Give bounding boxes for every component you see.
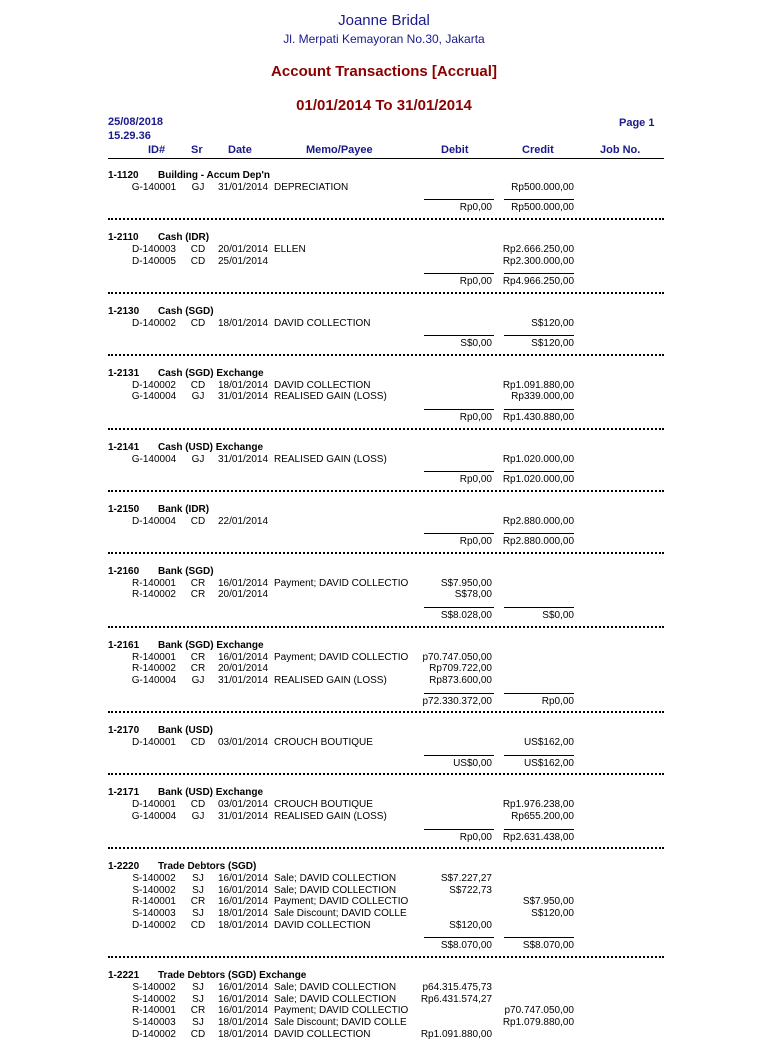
transaction-id: R-140001 bbox=[132, 651, 176, 663]
debit-total-rule bbox=[424, 755, 494, 756]
transaction-memo: REALISED GAIN (LOSS) bbox=[274, 391, 387, 403]
column-header-debit: Debit bbox=[441, 144, 469, 156]
debit-total: Rp0,00 bbox=[459, 412, 492, 424]
debit-total-rule bbox=[424, 409, 494, 410]
transaction-date: 16/01/2014 bbox=[218, 872, 269, 884]
transaction-source: SJ bbox=[192, 1016, 204, 1028]
credit-total-rule bbox=[504, 533, 574, 534]
transaction-credit: Rp2.666.250,00 bbox=[502, 243, 574, 255]
section-separator bbox=[108, 292, 664, 294]
transaction-memo: DEPRECIATION bbox=[274, 181, 349, 193]
section-separator bbox=[108, 956, 664, 958]
transaction-memo: Payment; DAVID COLLECTIO bbox=[274, 1005, 409, 1017]
transaction-date: 25/01/2014 bbox=[218, 255, 269, 267]
section-separator bbox=[108, 428, 664, 430]
transaction-date: 16/01/2014 bbox=[218, 884, 269, 896]
account-name: Bank (USD) bbox=[158, 725, 214, 737]
credit-total-rule bbox=[504, 335, 574, 336]
section-separator bbox=[108, 218, 664, 220]
transaction-source: CR bbox=[190, 896, 206, 908]
credit-total: Rp500.000,00 bbox=[511, 202, 574, 214]
credit-total: S$120,00 bbox=[531, 338, 574, 350]
column-header-sr: Sr bbox=[191, 144, 203, 156]
transaction-date: 18/01/2014 bbox=[218, 908, 269, 919]
transaction-credit: Rp2.880.000,00 bbox=[502, 515, 574, 527]
section-separator bbox=[108, 490, 664, 492]
transaction-source: CD bbox=[190, 243, 206, 255]
credit-total-rule bbox=[504, 693, 574, 694]
transaction-debit: p64.315.475,73 bbox=[422, 981, 492, 993]
transaction-debit: S$7.950,00 bbox=[440, 577, 492, 589]
transaction-credit: Rp339.000,00 bbox=[511, 391, 574, 403]
transaction-source: GJ bbox=[191, 810, 205, 822]
transaction-credit: Rp655.200,00 bbox=[511, 810, 574, 822]
transaction-source: GJ bbox=[191, 674, 205, 686]
report-title: Account Transactions [Accrual] bbox=[271, 63, 497, 80]
transaction-date: 16/01/2014 bbox=[218, 577, 269, 589]
transaction-id: G-140004 bbox=[131, 453, 177, 465]
credit-total: Rp1.020.000,00 bbox=[502, 474, 574, 486]
debit-total-rule bbox=[424, 533, 494, 534]
transaction-memo: CROUCH BOUTIQUE bbox=[274, 799, 373, 811]
transaction-id: G-140004 bbox=[131, 674, 177, 686]
transaction-id: D-140002 bbox=[132, 919, 176, 931]
transaction-memo: DAVID COLLECTION bbox=[274, 379, 371, 391]
print-time: 15.29.36 bbox=[108, 130, 151, 142]
debit-total: Rp0,00 bbox=[459, 474, 492, 486]
account-name: Cash (USD) Exchange bbox=[158, 441, 264, 453]
transaction-date: 20/01/2014 bbox=[218, 589, 269, 601]
debit-total-rule bbox=[424, 607, 494, 608]
transaction-credit: S$7.950,00 bbox=[522, 896, 574, 908]
transaction-id: D-140004 bbox=[132, 515, 176, 527]
credit-total-rule bbox=[504, 937, 574, 938]
transaction-id: R-140001 bbox=[132, 577, 176, 589]
transaction-credit: Rp1.091.880,00 bbox=[502, 379, 574, 391]
credit-total-rule bbox=[504, 755, 574, 756]
account-code: 1-2171 bbox=[108, 787, 140, 799]
transaction-source: CR bbox=[190, 577, 206, 589]
transaction-source: CR bbox=[190, 589, 206, 601]
transaction-debit: Rp1.091.880,00 bbox=[420, 1028, 492, 1040]
credit-total: Rp1.430.880,00 bbox=[502, 412, 574, 424]
credit-total-rule bbox=[504, 199, 574, 200]
transaction-source: CR bbox=[190, 663, 206, 675]
transaction-source: GJ bbox=[191, 391, 205, 403]
credit-total-rule bbox=[504, 273, 574, 274]
transaction-credit: p70.747.050,00 bbox=[504, 1005, 574, 1017]
credit-total: Rp2.631.438,00 bbox=[502, 831, 574, 843]
transaction-id: R-140002 bbox=[132, 589, 176, 601]
credit-total-rule bbox=[504, 471, 574, 472]
account-code: 1-2150 bbox=[108, 503, 140, 515]
account-code: 1-2170 bbox=[108, 725, 140, 737]
account-name: Bank (SGD) Exchange bbox=[158, 639, 264, 651]
transaction-source: SJ bbox=[192, 872, 204, 884]
transaction-source: SJ bbox=[192, 981, 204, 993]
transaction-source: SJ bbox=[192, 993, 204, 1005]
transaction-memo: Payment; DAVID COLLECTIO bbox=[274, 651, 409, 663]
credit-total-rule bbox=[504, 409, 574, 410]
transaction-id: D-140002 bbox=[132, 317, 176, 329]
transaction-debit: Rp873.600,00 bbox=[429, 674, 492, 686]
transaction-memo: REALISED GAIN (LOSS) bbox=[274, 453, 387, 465]
account-code: 1-2220 bbox=[108, 861, 140, 873]
transaction-source: CD bbox=[190, 919, 206, 931]
report-date-range: 01/01/2014 To 31/01/2014 bbox=[296, 97, 472, 114]
transaction-date: 16/01/2014 bbox=[218, 896, 269, 908]
transaction-debit: p70.747.050,00 bbox=[422, 651, 492, 663]
column-header-id: ID# bbox=[148, 144, 166, 156]
transaction-credit: Rp1.020.000,00 bbox=[502, 453, 574, 465]
credit-total: S$8.070,00 bbox=[522, 940, 574, 952]
section-separator bbox=[108, 354, 664, 356]
credit-total: Rp2.880.000,00 bbox=[502, 536, 574, 548]
debit-total-rule bbox=[424, 335, 494, 336]
transaction-id: G-140004 bbox=[131, 391, 177, 403]
transaction-date: 31/01/2014 bbox=[218, 810, 269, 822]
column-header-credit: Credit bbox=[522, 144, 554, 156]
section-separator bbox=[108, 552, 664, 554]
debit-total-rule bbox=[424, 829, 494, 830]
credit-total: Rp4.966.250,00 bbox=[502, 276, 574, 288]
account-name: Cash (SGD) bbox=[158, 305, 214, 317]
page-number: Page 1 bbox=[619, 117, 655, 129]
transaction-id: S-140002 bbox=[132, 993, 176, 1005]
transaction-date: 18/01/2014 bbox=[218, 317, 269, 329]
account-code: 1-2130 bbox=[108, 305, 140, 317]
transaction-credit: US$162,00 bbox=[523, 737, 574, 748]
transaction-date: 16/01/2014 bbox=[218, 993, 269, 1005]
transaction-memo: REALISED GAIN (LOSS) bbox=[274, 810, 387, 822]
transaction-memo: DAVID COLLECTION bbox=[274, 1028, 371, 1040]
transaction-date: 31/01/2014 bbox=[218, 181, 269, 193]
transaction-date: 31/01/2014 bbox=[218, 391, 269, 403]
account-code: 1-2110 bbox=[108, 232, 139, 244]
transaction-id: D-140002 bbox=[132, 379, 176, 391]
account-name: Building - Accum Dep'n bbox=[158, 170, 271, 181]
transaction-source: CD bbox=[190, 379, 206, 391]
debit-total: p72.330.372,00 bbox=[422, 695, 492, 707]
transaction-id: S-140002 bbox=[132, 884, 176, 896]
credit-total: S$0,00 bbox=[542, 610, 574, 622]
transaction-source: GJ bbox=[191, 181, 205, 193]
account-name: Bank (SGD) bbox=[158, 566, 214, 577]
account-name: Trade Debtors (SGD) Exchange bbox=[158, 970, 307, 982]
transaction-source: CD bbox=[190, 515, 206, 527]
transaction-id: D-140001 bbox=[132, 799, 176, 811]
transaction-memo: Payment; DAVID COLLECTIO bbox=[274, 896, 409, 908]
section-separator bbox=[108, 626, 664, 628]
debit-total-rule bbox=[424, 693, 494, 694]
section-separator bbox=[108, 773, 664, 775]
credit-total-rule bbox=[504, 607, 574, 608]
transaction-debit: S$722,73 bbox=[449, 884, 492, 896]
transaction-id: R-140002 bbox=[132, 663, 176, 675]
transaction-source: CD bbox=[190, 1028, 206, 1040]
transaction-date: 18/01/2014 bbox=[218, 1016, 269, 1028]
transaction-date: 16/01/2014 bbox=[218, 1005, 269, 1017]
debit-total: S$8.028,00 bbox=[440, 610, 492, 622]
transaction-id: G-140004 bbox=[131, 810, 177, 822]
account-name: Bank (IDR) bbox=[158, 503, 210, 515]
transaction-credit: Rp500.000,00 bbox=[511, 181, 574, 193]
transaction-id: S-140002 bbox=[132, 981, 176, 993]
transaction-id: S-140002 bbox=[132, 872, 176, 884]
transaction-memo: DAVID COLLECTION bbox=[274, 317, 371, 329]
transaction-date: 16/01/2014 bbox=[218, 981, 269, 993]
transaction-id: D-140003 bbox=[132, 243, 176, 255]
account-code: 1-1120 bbox=[108, 170, 139, 181]
transaction-credit: S$120,00 bbox=[531, 317, 574, 329]
transaction-date: 03/01/2014 bbox=[218, 799, 269, 811]
transaction-date: 18/01/2014 bbox=[218, 1028, 269, 1040]
transaction-memo: Sale Discount; DAVID COLLE bbox=[274, 1016, 407, 1028]
transaction-memo: Sale Discount; DAVID COLLE bbox=[274, 908, 407, 919]
transaction-memo: REALISED GAIN (LOSS) bbox=[274, 674, 387, 686]
column-header-rule bbox=[108, 158, 664, 159]
transaction-id: D-140001 bbox=[132, 737, 176, 748]
transaction-memo: DAVID COLLECTION bbox=[274, 919, 371, 931]
debit-total-rule bbox=[424, 471, 494, 472]
transaction-source: CD bbox=[190, 799, 206, 811]
transaction-memo: Sale; DAVID COLLECTION bbox=[274, 981, 397, 993]
company-name: Joanne Bridal bbox=[338, 12, 430, 29]
transaction-id: S-140003 bbox=[132, 1016, 176, 1028]
transaction-memo: Sale; DAVID COLLECTION bbox=[274, 872, 397, 884]
account-name: Bank (USD) Exchange bbox=[158, 787, 264, 799]
account-code: 1-2160 bbox=[108, 566, 140, 577]
transaction-credit: S$120,00 bbox=[531, 908, 574, 919]
debit-total-rule bbox=[424, 937, 494, 938]
transaction-memo: CROUCH BOUTIQUE bbox=[274, 737, 373, 748]
transaction-date: 20/01/2014 bbox=[218, 243, 269, 255]
section-separator bbox=[108, 711, 664, 713]
transaction-date: 20/01/2014 bbox=[218, 663, 269, 675]
debit-total: Rp0,00 bbox=[459, 536, 492, 548]
credit-total-rule bbox=[504, 829, 574, 830]
transaction-source: CD bbox=[190, 317, 206, 329]
transaction-source: CR bbox=[190, 1005, 206, 1017]
transaction-credit: Rp1.976.238,00 bbox=[502, 799, 574, 811]
transaction-source: SJ bbox=[192, 884, 204, 896]
debit-total: Rp0,00 bbox=[459, 202, 492, 214]
transaction-debit: S$120,00 bbox=[449, 919, 492, 931]
column-header-job: Job No. bbox=[600, 144, 641, 156]
account-code: 1-2131 bbox=[108, 368, 140, 379]
transaction-id: D-140005 bbox=[132, 255, 176, 267]
transaction-memo: Sale; DAVID COLLECTION bbox=[274, 993, 397, 1005]
account-code: 1-2141 bbox=[108, 441, 140, 453]
transaction-id: R-140001 bbox=[132, 896, 176, 908]
transaction-date: 31/01/2014 bbox=[218, 453, 269, 465]
transaction-debit: Rp709.722,00 bbox=[429, 663, 492, 675]
transaction-source: CD bbox=[190, 737, 206, 748]
transaction-date: 18/01/2014 bbox=[218, 919, 269, 931]
debit-total: S$8.070,00 bbox=[440, 940, 492, 952]
credit-total: US$162,00 bbox=[523, 757, 574, 769]
transaction-source: GJ bbox=[191, 453, 205, 465]
transaction-debit: Rp6.431.574,27 bbox=[420, 993, 492, 1005]
account-name: Cash (SGD) Exchange bbox=[158, 368, 264, 379]
transaction-date: 16/01/2014 bbox=[218, 651, 269, 663]
transaction-source: CR bbox=[190, 651, 206, 663]
transaction-id: R-140001 bbox=[132, 1005, 176, 1017]
debit-total: S$0,00 bbox=[460, 338, 492, 350]
transaction-source: CD bbox=[190, 255, 206, 267]
column-header-date: Date bbox=[228, 144, 252, 156]
column-header-memo: Memo/Payee bbox=[306, 144, 373, 156]
account-name: Trade Debtors (SGD) bbox=[158, 861, 257, 873]
transaction-debit: S$78,00 bbox=[454, 589, 492, 601]
account-name: Cash (IDR) bbox=[158, 232, 210, 244]
account-code: 1-2221 bbox=[108, 970, 140, 982]
debit-total: Rp0,00 bbox=[459, 831, 492, 843]
debit-total: Rp0,00 bbox=[459, 276, 492, 288]
company-address: Jl. Merpati Kemayoran No.30, Jakarta bbox=[283, 32, 485, 46]
print-date: 25/08/2018 bbox=[108, 116, 164, 128]
debit-total-rule bbox=[424, 199, 494, 200]
transaction-debit: S$7.227,27 bbox=[440, 872, 492, 884]
account-code: 1-2161 bbox=[108, 639, 140, 651]
transaction-id: D-140002 bbox=[132, 1028, 176, 1040]
transaction-date: 03/01/2014 bbox=[218, 737, 269, 748]
transaction-credit: Rp2.300.000,00 bbox=[502, 255, 574, 267]
section-separator bbox=[108, 847, 664, 849]
transaction-id: S-140003 bbox=[132, 908, 176, 919]
transaction-credit: Rp1.079.880,00 bbox=[502, 1016, 574, 1028]
transaction-source: SJ bbox=[192, 908, 204, 919]
transaction-memo: Payment; DAVID COLLECTIO bbox=[274, 577, 409, 589]
transaction-date: 22/01/2014 bbox=[218, 515, 269, 527]
transaction-date: 31/01/2014 bbox=[218, 674, 269, 686]
debit-total-rule bbox=[424, 273, 494, 274]
transaction-date: 18/01/2014 bbox=[218, 379, 269, 391]
debit-total: US$0,00 bbox=[453, 757, 492, 769]
credit-total: Rp0,00 bbox=[541, 695, 574, 707]
transaction-memo: ELLEN bbox=[274, 243, 306, 255]
transaction-id: G-140001 bbox=[131, 181, 177, 193]
transaction-memo: Sale; DAVID COLLECTION bbox=[274, 884, 397, 896]
